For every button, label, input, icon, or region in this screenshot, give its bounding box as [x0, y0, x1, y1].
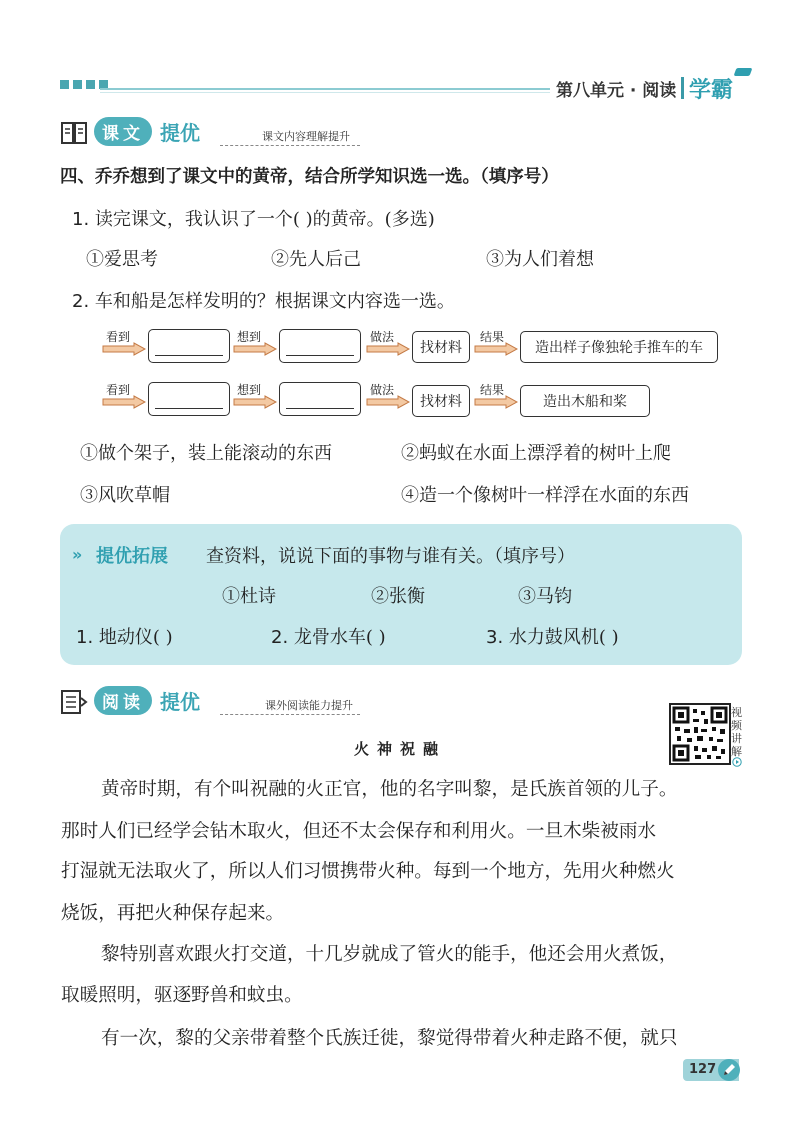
option-1: ①做个架子，装上能滚动的东西	[80, 443, 332, 464]
extension-prompt: 查资料，说说下面的事物与谁有关。（填序号）	[206, 546, 575, 567]
method-box: 找材料	[412, 331, 470, 363]
extension-item-1	[76, 623, 173, 649]
pencil-icon	[717, 1058, 741, 1082]
arrow-icon	[474, 395, 518, 409]
story-line: 有一次，黎的父亲带着整个氏族迁徙，黎觉得带着火种走路不便，就只	[101, 1028, 678, 1049]
chevron-right-icon: »	[72, 545, 83, 564]
question-1	[72, 205, 435, 231]
option-2: ②先人后己	[271, 249, 361, 270]
section-subtitle: 课外阅读能力提升	[265, 699, 353, 712]
section-title: 提优	[160, 121, 200, 145]
section-underline	[220, 145, 360, 146]
person-1: ①杜诗	[222, 586, 276, 607]
answer-box[interactable]	[148, 382, 230, 416]
result-box: 造出木船和桨	[520, 385, 650, 417]
story-line: 打湿就无法取火了，所以人们习惯携带火种。每到一个地方，先用火种燃火	[61, 861, 675, 882]
story-line: 黄帝时期，有个叫祝融的火正官，他的名字叫黎，是氏族首领的儿子。	[101, 779, 678, 800]
flow-label-think: 想到	[237, 330, 262, 344]
extension-item-3	[486, 623, 619, 649]
answer-box[interactable]	[279, 329, 361, 363]
option-3: ③风吹草帽	[80, 485, 170, 506]
header-brand: 学霸	[689, 78, 734, 103]
person-2: ②张衡	[371, 586, 425, 607]
method-box: 找材料	[412, 385, 470, 417]
option-1: ①爱思考	[86, 249, 158, 270]
story-line: 烧饭，再把火种保存起来。	[61, 903, 285, 924]
header-rule-light	[100, 92, 550, 93]
story-line: 黎特别喜欢跟火打交道，十几岁就成了管火的能手，他还会用火煮饭，	[101, 944, 678, 965]
person-3: ③马钧	[518, 586, 572, 607]
section-underline	[220, 714, 360, 715]
page-number: 127	[683, 1059, 739, 1081]
story-title: 火神祝融	[353, 740, 446, 758]
extension-title: 提优拓展	[96, 546, 168, 567]
item-text: 龙骨水车( )	[288, 627, 386, 648]
result-box: 造出样子像独轮手推车的车	[520, 331, 718, 363]
story-line: 那时人们已经学会钻木取火，但还不太会保存和利用火。一旦木柴被雨水	[61, 821, 657, 842]
qr-label: 视频讲解	[731, 706, 742, 758]
answer-box[interactable]	[279, 382, 361, 416]
flow-label-see: 看到	[106, 330, 131, 344]
graduation-cap-icon	[734, 68, 753, 76]
list-icon	[60, 688, 88, 716]
flow-label-result: 结果	[480, 383, 505, 397]
extension-item-2	[271, 623, 386, 649]
section-heading-kewen	[94, 117, 200, 146]
question-number: 2.	[72, 291, 90, 312]
flow-label-method: 做法	[370, 330, 395, 344]
arrow-icon	[366, 395, 410, 409]
flow-label-method: 做法	[370, 383, 395, 397]
arrow-icon	[102, 342, 146, 356]
question-text: 车和船是怎样发明的？根据课文内容选一选。	[89, 291, 455, 312]
option-3: ③为人们着想	[486, 249, 594, 270]
section-title: 提优	[160, 690, 200, 714]
item-text: 地动仪( )	[93, 627, 173, 648]
flow-label-think: 想到	[237, 383, 262, 397]
section-badge-char: 课文	[94, 117, 152, 146]
flow-label-see: 看到	[106, 383, 131, 397]
question-number: 1.	[72, 209, 90, 230]
question-text: 读完课文，我认识了一个( )的黄帝。(多选)	[89, 209, 435, 230]
arrow-icon	[233, 395, 277, 409]
question-title: 四、乔乔想到了课文中的黄帝，结合所学知识选一选。（填序号）	[60, 167, 559, 187]
story-line: 取暖照明，驱逐野兽和蚊虫。	[61, 985, 303, 1006]
arrow-icon	[366, 342, 410, 356]
book-icon	[60, 119, 88, 147]
section-heading-yuedu	[94, 686, 200, 715]
arrow-icon	[474, 342, 518, 356]
header-unit-title: 第八单元 · 阅读	[556, 81, 677, 101]
flow-label-result: 结果	[480, 330, 505, 344]
header-divider	[681, 77, 684, 99]
arrow-icon	[102, 395, 146, 409]
item-number: 3.	[486, 627, 504, 648]
option-4: ④造一个像树叶一样浮在水面的东西	[401, 485, 689, 506]
section-badge-char: 阅读	[94, 686, 152, 715]
item-number: 2.	[271, 627, 289, 648]
item-number: 1.	[76, 627, 94, 648]
item-text: 水力鼓风机( )	[503, 627, 619, 648]
header-rule	[100, 88, 550, 90]
answer-box[interactable]	[148, 329, 230, 363]
option-2: ②蚂蚁在水面上漂浮着的树叶上爬	[401, 443, 671, 464]
arrow-icon	[233, 342, 277, 356]
question-2	[72, 287, 455, 313]
section-subtitle: 课文内容理解提升	[262, 130, 350, 143]
